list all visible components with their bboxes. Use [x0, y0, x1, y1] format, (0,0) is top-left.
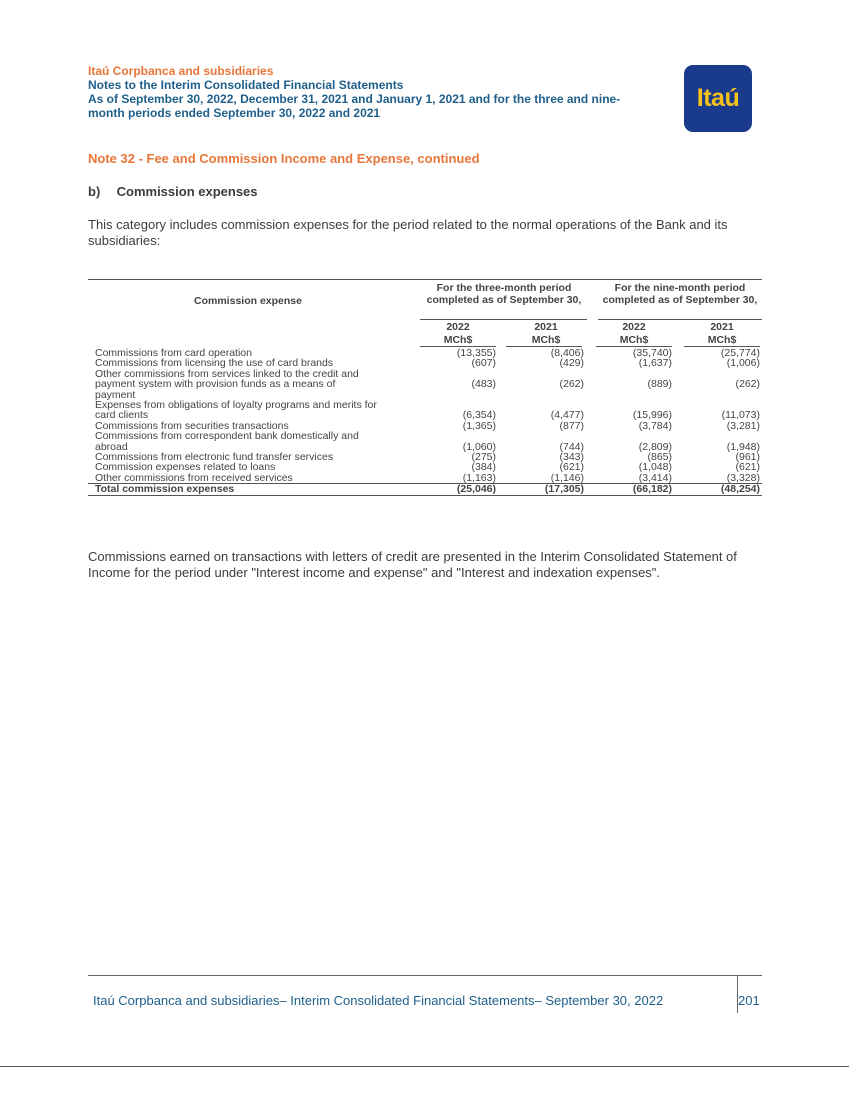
column-group-nine-month: For the nine-month period completed as of September 30,: [602, 282, 758, 306]
cell-value: (429): [559, 357, 584, 370]
year-header: 2021: [534, 321, 558, 333]
total-label: Total commission expenses: [95, 483, 235, 496]
column-underline: [506, 346, 582, 347]
total-row: [88, 483, 762, 495]
cell-value: (877): [559, 419, 584, 432]
header-title-line-1: Notes to the Interim Consolidated Financial Statements: [88, 78, 404, 92]
company-name: Itaú Corpbanca and subsidiaries: [88, 64, 274, 78]
total-value: (66,182): [632, 483, 672, 496]
row-label: Expenses from obligations of loyalty programs and merits for card clients: [95, 399, 377, 422]
cell-value: (3,414): [638, 471, 672, 484]
cell-value: (15,996): [632, 409, 672, 422]
header-title-line-2: As of September 30, 2022, December 31, 2021 and January 1, 2021 and for the three and nine-: [88, 92, 621, 106]
cell-value: (607): [471, 357, 496, 370]
cell-value: (621): [735, 461, 760, 474]
cell-value: (6,354): [462, 409, 496, 422]
cell-value: (1,637): [638, 357, 672, 370]
table-row: [88, 473, 762, 483]
column-underline: [420, 346, 496, 347]
column-header-label: Commission expense: [194, 295, 302, 307]
currency-header: MCh$: [443, 334, 473, 346]
cell-value: (1,048): [638, 461, 672, 474]
cell-value: (384): [471, 461, 496, 474]
cell-value: (744): [559, 440, 584, 453]
cell-value: (35,740): [632, 347, 672, 359]
note-title: Note 32 - Fee and Commission Income and Expense, continued: [88, 151, 480, 166]
group-underline: [420, 319, 587, 320]
commission-expense-table: [88, 279, 762, 496]
cell-value: (961): [735, 451, 760, 464]
cell-value: (262): [559, 378, 584, 391]
cell-value: (1,163): [462, 471, 496, 484]
cell-value: (1,365): [462, 419, 496, 432]
section-label: b): [88, 184, 101, 199]
table-header: [88, 280, 762, 348]
year-header: 2021: [710, 321, 734, 333]
column-group-three-month: For the three-month period completed as of September 30,: [426, 282, 582, 306]
total-value: (25,046): [456, 483, 496, 496]
column-underline: [596, 346, 672, 347]
table-row: [88, 431, 762, 452]
document-header: [88, 64, 668, 120]
year-header: 2022: [446, 321, 470, 333]
total-value: (17,305): [544, 483, 584, 496]
cell-value: (25,774): [720, 347, 760, 359]
footer-text: Itaú Corpbanca and subsidiaries– Interim Consolidated Financial Statements– September 30, 2022: [93, 993, 664, 1008]
currency-header: MCh$: [531, 334, 561, 346]
cell-value: (621): [559, 461, 584, 474]
cell-value: (343): [559, 451, 584, 464]
page-number: 201: [738, 993, 760, 1008]
total-value: (48,254): [720, 483, 760, 496]
table-row: [88, 369, 762, 400]
cell-value: (865): [647, 451, 672, 464]
group-underline: [598, 319, 762, 320]
closing-paragraph: Commissions earned on transactions with letters of credit are presented in the Interim Consolidated Statement of Income for the period under "Interest income and expense" and "Interest and indexation expenses".: [88, 549, 737, 580]
cell-value: (1,948): [726, 440, 760, 453]
cell-value: (13,355): [456, 347, 496, 359]
cell-value: (11,073): [721, 409, 760, 422]
cell-value: (3,784): [638, 419, 672, 432]
section-heading: [88, 184, 258, 199]
cell-value: (1,006): [726, 357, 760, 370]
row-label: Commissions from electronic fund transfer services: [95, 451, 334, 464]
currency-header: MCh$: [707, 334, 737, 346]
row-label: Commissions from licensing the use of card brands: [95, 357, 334, 370]
table-row: [88, 400, 762, 421]
page-bottom-rule: [0, 1066, 849, 1067]
logo-text: Itaú: [696, 84, 740, 112]
cell-value: (1,146): [550, 471, 584, 484]
row-label: Commissions from securities transactions: [95, 419, 289, 432]
cell-value: (3,281): [726, 419, 760, 432]
cell-value: (8,406): [550, 347, 584, 359]
intro-paragraph: This category includes commission expenses for the period related to the normal operations of the Bank and its subsidiaries:: [88, 217, 728, 248]
row-label: Commission expenses related to loans: [95, 461, 276, 474]
section-title: Commission expenses: [116, 184, 258, 199]
cell-value: (3,328): [726, 471, 760, 484]
row-label: Other commissions from received services: [95, 471, 293, 484]
footer-divider: [88, 975, 762, 976]
column-underline: [684, 346, 760, 347]
year-header: 2022: [622, 321, 646, 333]
cell-value: (483): [471, 378, 496, 391]
cell-value: (4,477): [550, 409, 584, 422]
cell-value: (275): [471, 451, 496, 464]
cell-value: (889): [647, 378, 672, 391]
cell-value: (1,060): [462, 440, 496, 453]
header-title-line-3: month periods ended September 30, 2022 and 2021: [88, 106, 381, 120]
currency-header: MCh$: [619, 334, 649, 346]
row-label: Other commissions from services linked to the credit and payment system with provision funds as a means of payment: [95, 367, 359, 401]
cell-value: (2,809): [638, 440, 672, 453]
row-label: Commissions from card operation: [95, 347, 252, 359]
itau-logo: [684, 65, 752, 132]
cell-value: (262): [735, 378, 760, 391]
row-label: Commissions from correspondent bank domestically and abroad: [95, 430, 359, 453]
